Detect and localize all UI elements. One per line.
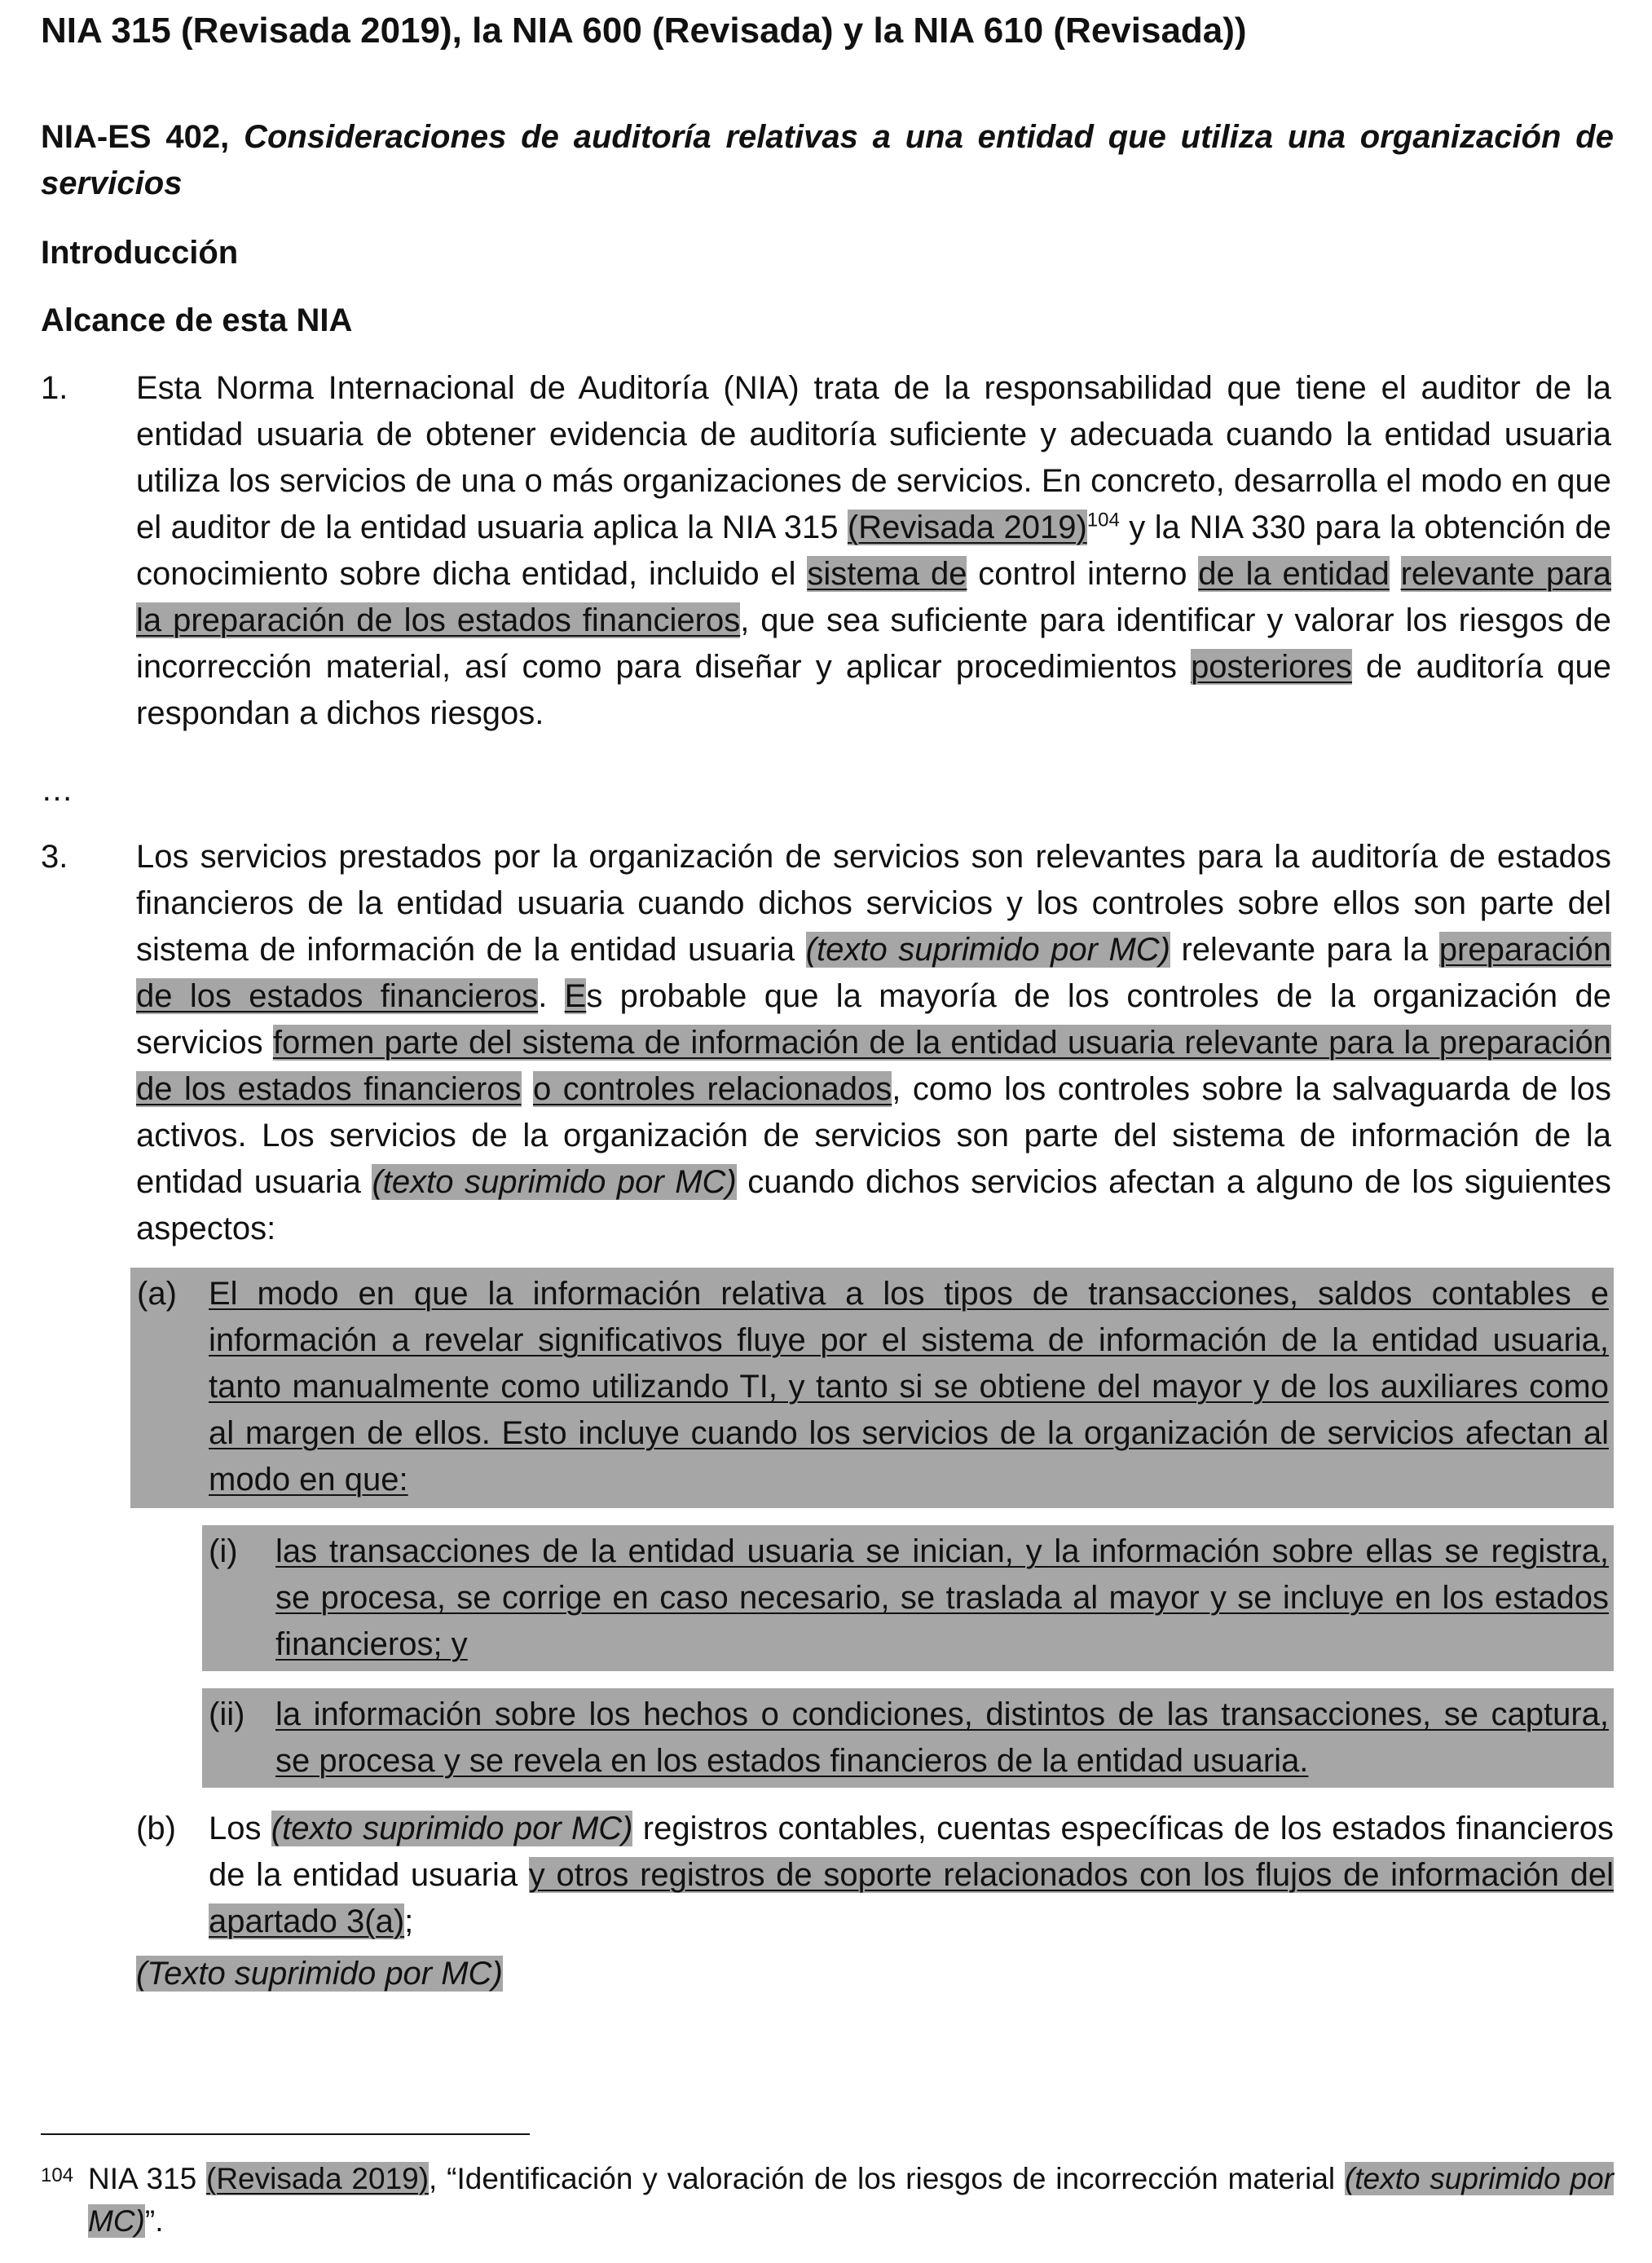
- highlighted-text: y otros registros de soporte relacionados con los flujos de información del apartado 3(a): [209, 1857, 1614, 1939]
- highlighted-text: o controles relacionados: [533, 1071, 892, 1107]
- text-run: .: [538, 978, 565, 1014]
- list-item-label: (a): [137, 1276, 177, 1312]
- text-run: ;: [404, 1903, 414, 1939]
- text-run: de auditoría que respondan a dichos riesgos.: [136, 649, 1612, 731]
- text-run: NIA 315: [88, 2162, 207, 2195]
- highlighted-text: E: [564, 978, 587, 1014]
- text-run: [1390, 556, 1401, 592]
- footnote-reference[interactable]: 104: [1086, 509, 1120, 532]
- text-run: [522, 1071, 533, 1107]
- list-item-a: [130, 1268, 1614, 1508]
- text-run: relevante para la: [1170, 932, 1439, 968]
- text-run: , que sea suficiente para identificar y valorar los riesgos de incorrección material, así como para diseñar y aplicar procedimientos: [136, 602, 1612, 685]
- list-item-text: [209, 1806, 1614, 1945]
- heading-introduccion: Introducción: [41, 235, 239, 271]
- text-run: cuando dichos servicios afectan a alguno de los siguientes aspectos:: [136, 1164, 1612, 1246]
- paragraph-body: [136, 834, 1611, 1252]
- nia-402-code: NIA-ES 402,: [41, 119, 244, 155]
- list-item-text: las transacciones de la entidad usuaria se inician, y la información sobre ellas se registra, se procesa, se corrige en caso necesario, se traslada al mayor y se incluye en los estados financieros; y: [275, 1533, 1609, 1662]
- text-run: , como los controles sobre la salvaguarda de los activos. Los servicios de la organización de servicios son parte del sistema de información de la entidad usuaria: [136, 1071, 1612, 1200]
- highlighted-text: (texto suprimido por MC): [805, 932, 1170, 968]
- text-run: Los: [209, 1811, 271, 1846]
- highlighted-text: sistema de: [807, 556, 967, 592]
- list-item-text: El modo en que la información relativa a los tipos de transacciones, saldos contables e información a revelar significativos fluye por el sistema de información de la entidad usuaria, tanto manualmente como utilizando TI, y tanto si se obtiene del mayor y de los auxiliares como al margen de ellos. Esto incluye cuando los servicios de la organización de servicios afectan al modo en que:: [209, 1276, 1609, 1498]
- text-run: Los servicios prestados por la organización de servicios son relevantes para la auditoría de estados financieros de la entidad usuaria cuando dichos servicios y los controles sobre ellos son parte del sistema de información de la entidad usuaria: [136, 839, 1611, 968]
- text-run: , “Identificación y valoración de los riesgos de incorrección material: [429, 2162, 1345, 2195]
- footnote: [41, 2158, 1614, 2243]
- list-item-text: la información sobre los hechos o condiciones, distintos de las transacciones, se captura, se procesa y se revela en los estados financieros de la entidad usuaria.: [275, 1696, 1609, 1779]
- paragraph-body: [136, 365, 1611, 737]
- text-run: control interno: [967, 556, 1199, 592]
- text-run: y la NIA 330 para la obtención de conocimiento sobre dicha entidad, incluido el: [136, 510, 1611, 592]
- nia-402-heading: [41, 114, 1614, 207]
- highlighted-text: relevante para la preparación de los estados financieros: [136, 556, 1611, 638]
- highlighted-text: (texto suprimido por MC): [88, 2162, 1615, 2238]
- footnote-number: 104: [41, 2164, 74, 2186]
- omission-ellipsis: …: [41, 772, 73, 808]
- list-item-label: (ii): [209, 1696, 245, 1732]
- highlighted-text: (Revisada 2019): [206, 2162, 430, 2195]
- highlighted-text: de la entidad: [1198, 556, 1390, 592]
- text-run: registros contables, cuentas específicas de los estados financieros de la entidad usuaria: [209, 1811, 1614, 1893]
- paragraph-number: 1.: [41, 370, 68, 406]
- list-item-label: (b): [136, 1811, 176, 1846]
- text-run: ”.: [144, 2204, 164, 2238]
- list-item-ii: [202, 1688, 1614, 1788]
- highlighted-text: (Revisada 2019): [847, 510, 1087, 545]
- text-run: Esta Norma Internacional de Auditoría (NIA) trata de la responsabilidad que tiene el auditor de la entidad usuaria de obtener evidencia de auditoría suficiente y adecuada cuando la entidad usuaria utiliza los servicios de una o más organizaciones de servicios. En concreto, desarrolla el modo en que el auditor de la entidad usuaria aplica la NIA 315: [136, 370, 1611, 545]
- document-title: NIA 315 (Revisada 2019), la NIA 600 (Revisada) y la NIA 610 (Revisada)): [41, 11, 1247, 51]
- paragraph-number: 3.: [41, 839, 68, 875]
- heading-alcance: Alcance de esta NIA: [41, 302, 353, 338]
- highlighted-text: formen parte del sistema de información de la entidad usuaria relevante para la preparación de los estados financieros: [136, 1025, 1611, 1107]
- list-item-i: [202, 1525, 1614, 1671]
- highlighted-text: (Texto suprimido por MC): [136, 1956, 503, 1992]
- nia-402-name: Consideraciones de auditoría relativas a una entidad que utiliza una organización de servicios: [41, 119, 1614, 201]
- highlighted-text: preparación de los estados financieros: [136, 932, 1612, 1014]
- text-run: s probable que la mayoría de los controles de la organización de servicios: [136, 978, 1612, 1061]
- list-item-b: [136, 1806, 1614, 1945]
- suppressed-text-note: [136, 1951, 503, 1997]
- footnote-text: [88, 2158, 1614, 2243]
- highlighted-text: (texto suprimido por MC): [372, 1164, 737, 1200]
- highlighted-text: posteriores: [1191, 649, 1352, 685]
- highlighted-text: (texto suprimido por MC): [271, 1811, 633, 1846]
- list-item-label: (i): [209, 1533, 238, 1569]
- footnote-separator: [41, 2133, 530, 2135]
